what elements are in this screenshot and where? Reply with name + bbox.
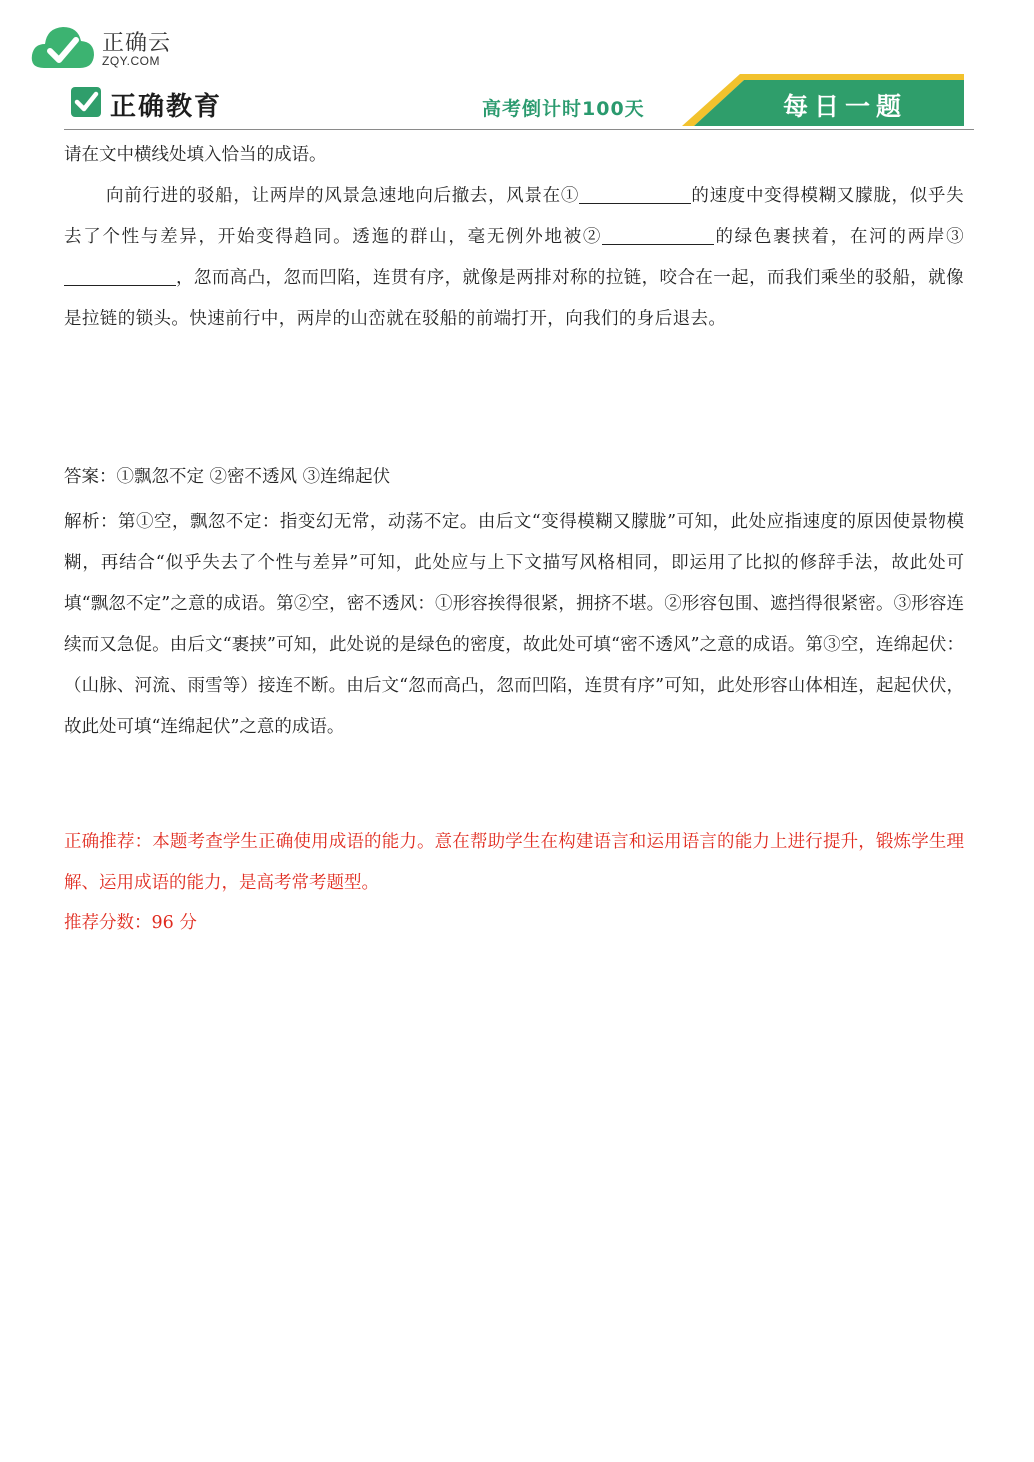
brand-name: 正确教育: [110, 92, 223, 122]
passage-part-2: 的速度中变得模糊又朦胧，似乎失去了个性与差异，开始变得趋同。透迤的群山，毫无例外地被②: [64, 186, 965, 247]
check-icon: [70, 86, 102, 118]
recommended-score: 推荐分数：96 分: [64, 913, 197, 933]
passage-part-3: 的绿色裹挟着，在河的两岸③: [714, 227, 964, 247]
passage-part-1: 向前行进的驳船，让两岸的风景急速地向后撤去，风景在①: [106, 186, 580, 206]
daily-question-title: 每日一题: [782, 92, 907, 121]
recommendation-paragraph: 正确推荐：本题考查学生正确使用成语的能力。意在帮助学生在构建语言和运用语言的能力上进行提升，锻炼学生理解、运用成语的能力，是高考常考题型。: [64, 832, 964, 893]
passage-part-4: ，忽而高凸，忽而凹陷，连贯有序，就像是两排对称的拉链，咬合在一起，而我们乘坐的驳船，就像是拉链的锁头。快速前行中，两岸的山峦就在驳船的前端打开，向我们的身后退去。: [64, 268, 964, 329]
logo-name: 正确云: [102, 31, 172, 56]
blank-3: [64, 267, 176, 286]
countdown-text: 高考倒计时100天: [482, 98, 645, 120]
blank-1: [579, 185, 691, 204]
zqy-logo: [30, 22, 180, 74]
question-prompt: 请在文中横线处填入恰当的成语。: [64, 145, 327, 165]
header-banner: [64, 74, 974, 132]
blank-2: [602, 226, 714, 245]
header-divider: [64, 129, 974, 130]
cloud-check-icon: [30, 22, 96, 72]
passage: [64, 176, 964, 340]
answer-line: 答案：①飘忽不定 ②密不透风 ③连绵起伏: [64, 467, 391, 487]
analysis-paragraph: 解析：第①空，飘忽不定：指变幻无常，动荡不定。由后文“变得模糊又朦胧”可知，此处应指速度的原因使景物模糊，再结合“似乎失去了个性与差异”可知，此处应与上下文描写风格相同，即运用了比拟的修辞手法，故此处可填“飘忽不定”之意的成语。第②空，密不透风：①形容挨得很紧，拥挤不堪。②形容包围、遮挡得很紧密。③形容连续而又急促。由后文“裹挟”可知，此处说的是绿色的密度，故此处可填“密不透风”之意的成语。第③空，连绵起伏：（山脉、河流、雨雪等）接连不断。由后文“忽而高凸，忽而凹陷，连贯有序”可知，此处形容山体相连，起起伏伏，故此处可填“连绵起伏”之意的成语。: [64, 512, 964, 737]
logo-url: ZQY.COM: [102, 54, 160, 68]
